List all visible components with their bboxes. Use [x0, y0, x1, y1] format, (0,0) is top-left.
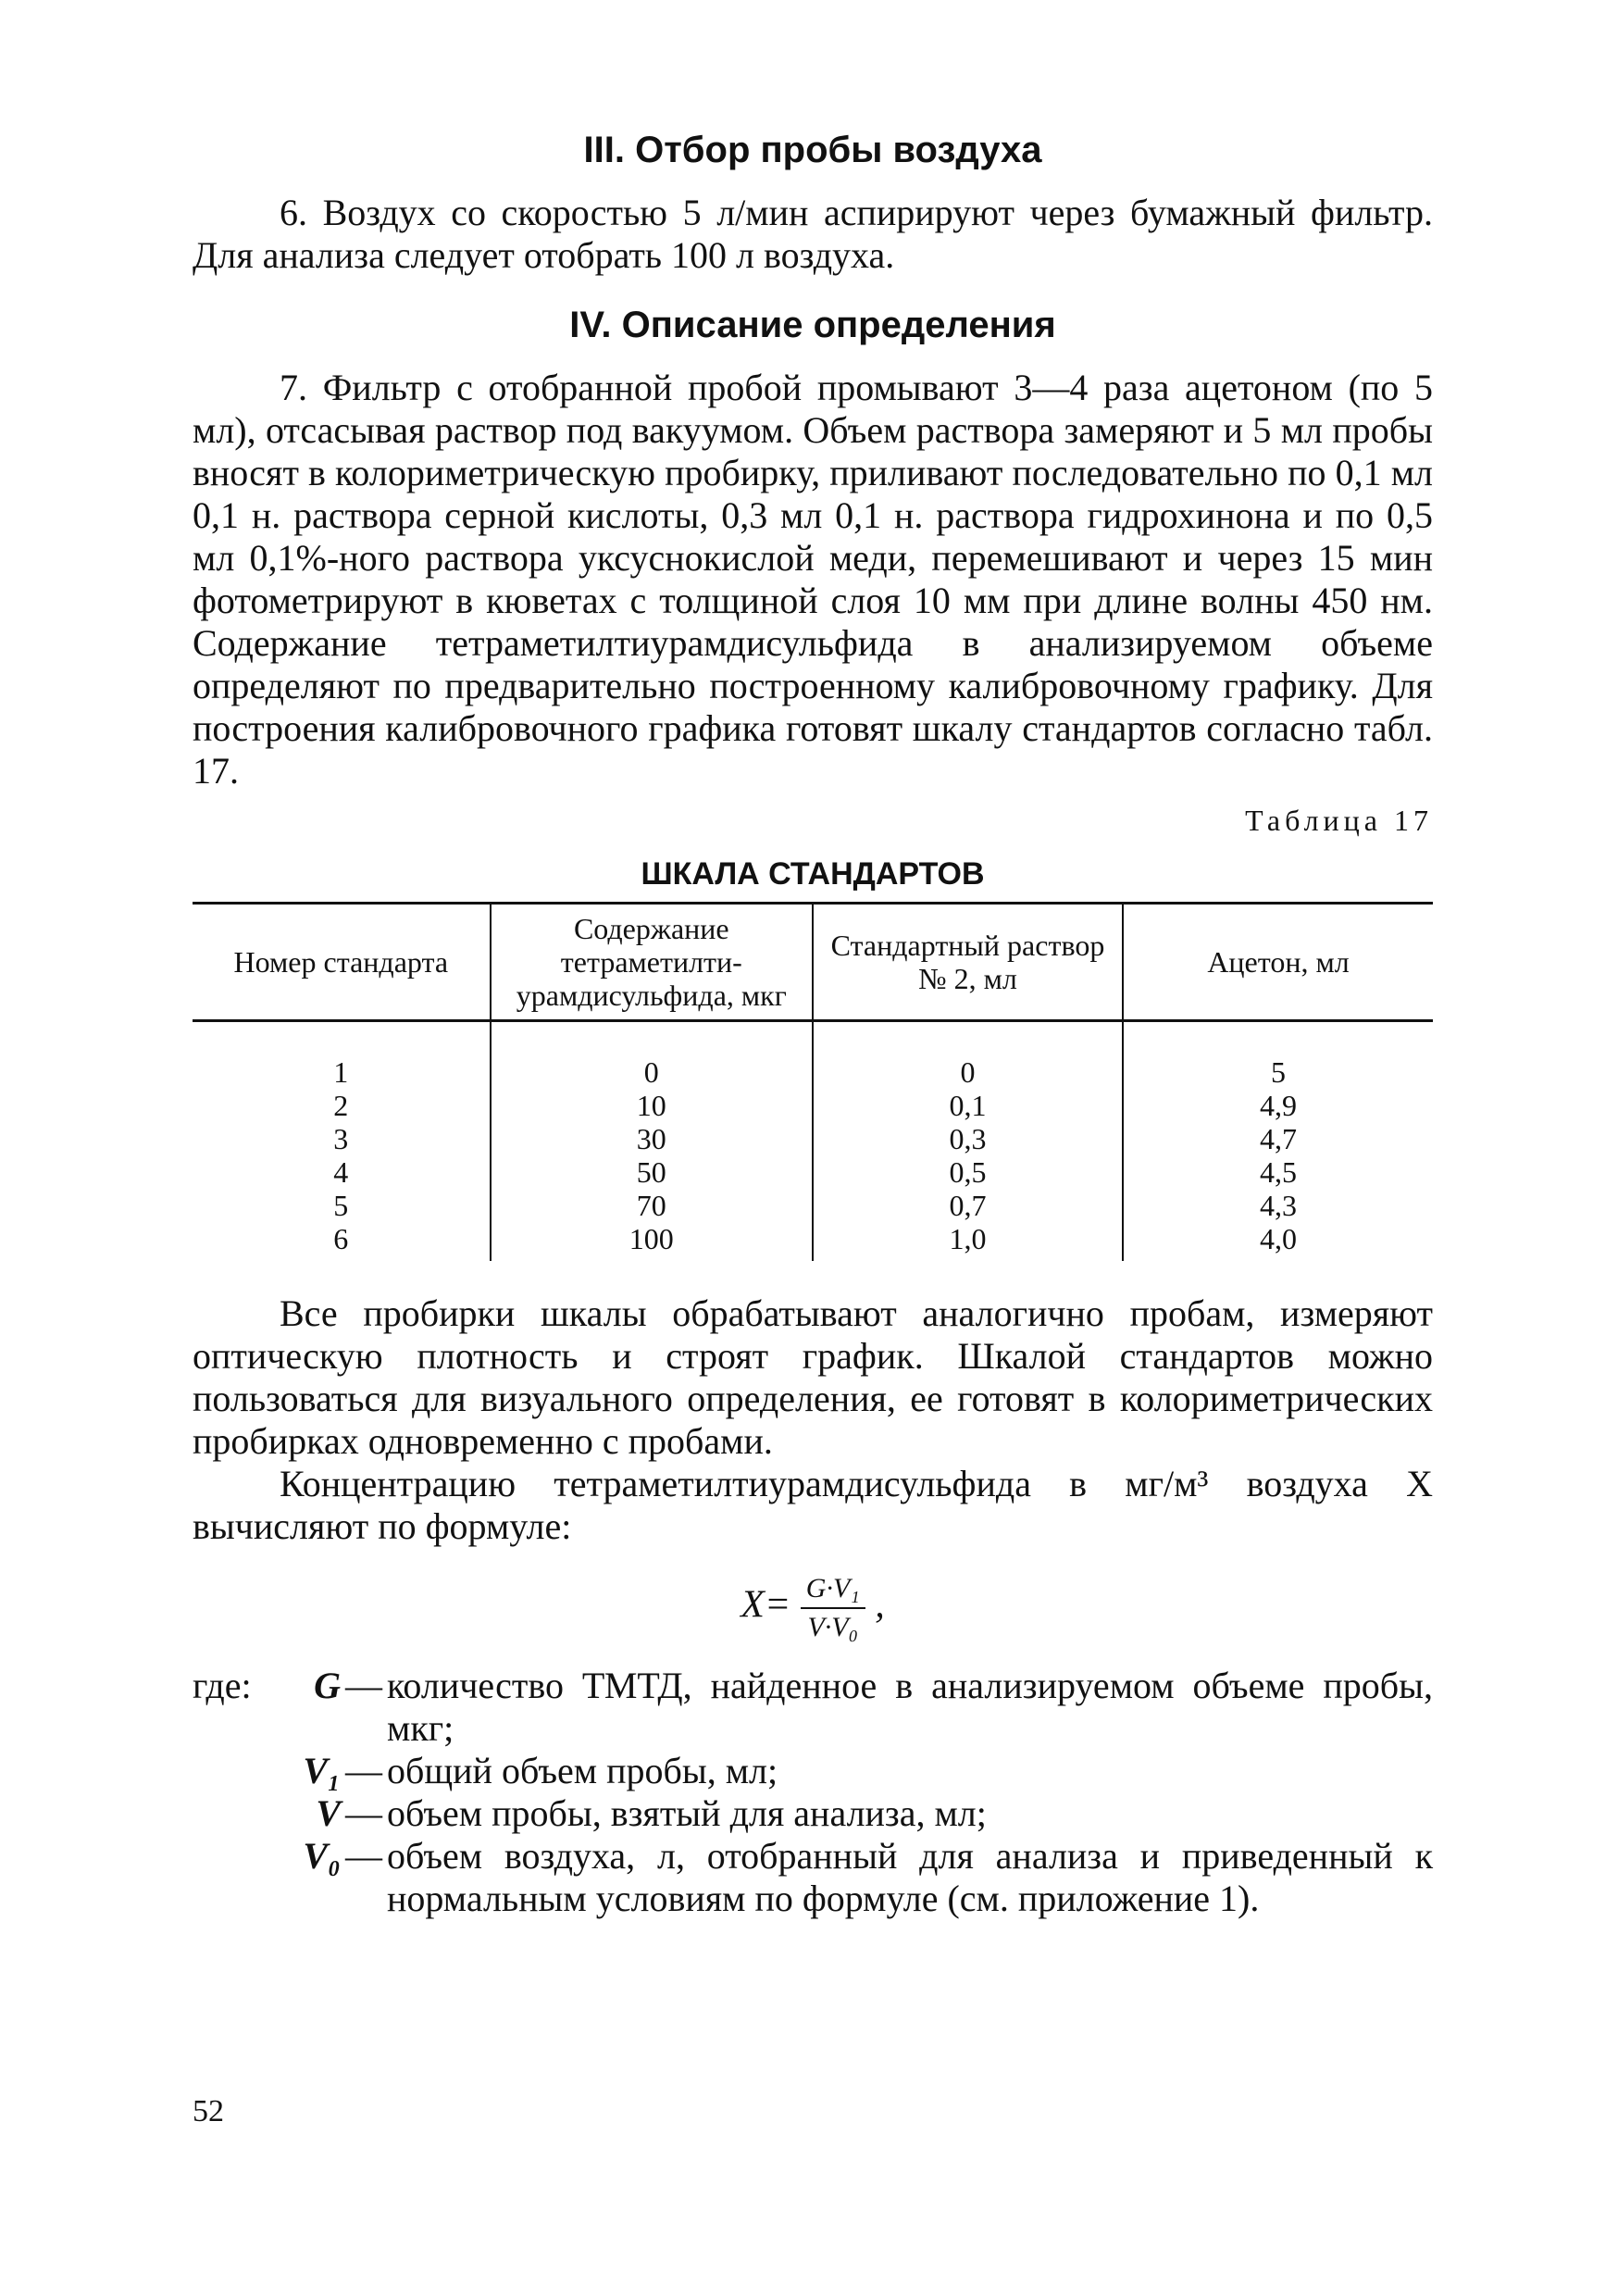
- legend-item: [193, 1792, 1433, 1835]
- legend-symbol: V: [316, 1792, 341, 1834]
- table-cell: 4,0: [1259, 1222, 1297, 1255]
- table-cell: 50: [636, 1155, 666, 1189]
- legend-text: объем пробы, взятый для анализа, мл;: [387, 1792, 987, 1834]
- table-cell: 5: [1270, 1055, 1286, 1089]
- table-cell: 0: [643, 1055, 659, 1089]
- table-cell: 0: [960, 1055, 976, 1089]
- legend-item: [193, 1835, 1433, 1920]
- legend-dash: —: [345, 1665, 382, 1706]
- formula-denominator: V·V₀: [807, 1612, 859, 1642]
- table-caption: Таблица 17: [1245, 804, 1433, 837]
- formula-legend: [193, 1665, 1433, 1920]
- paragraph-7: 7. Фильтр с отобранной пробой промывают 3—4 раза ацетоном (по 5 мл), отсасывая раствор под вакуумом. Объем раствора замеряют и 5 мл пробы вносят в колориметрическую пробирку, приливают последовательно по 0,1 мл 0,1 н. раствора серной кислоты, 0,3 мл 0,1 н. раствора гидрохинона и по 0,5 мл 0,1%-ного раствора уксуснокислой меди, перемешивают и через 15 мин фотометрируют в кюветах с толщиной слоя 10 мм при длине волны 450 нм. Содержание тетраметилтиурамдисульфида в анализируемом объеме определяют по предварительно построенному калибровочному графику. Для построения калибровочного графика готовят шкалу стандартов согласно табл. 17.: [193, 367, 1433, 792]
- table-cell: 1: [333, 1055, 349, 1089]
- document-page: [193, 111, 1433, 1920]
- table-cell: 4: [333, 1155, 349, 1189]
- column-acetone: [1123, 1021, 1433, 1262]
- section-heading-3: III. Отбор пробы воздуха: [583, 130, 1042, 170]
- paragraph-concentration: Концентрацию тетраметилтиурамдисульфида в мг/м³ воздуха X вычисляют по формуле:: [193, 1463, 1433, 1547]
- table-cell: 0,3: [949, 1122, 987, 1155]
- table-cell: 4,3: [1259, 1189, 1297, 1222]
- table-cell: 30: [636, 1122, 666, 1155]
- table-header-row: [193, 904, 1433, 1021]
- paragraph-after-table: Все пробирки шкалы обрабатывают аналогично пробам, измеряют оптическую плотность и строят график. Шкалой стандартов можно пользоваться для визуального определения, ее готовят в колориметрических пробирках одновременно с пробами.: [193, 1292, 1433, 1462]
- table-cell: 0,7: [949, 1189, 987, 1222]
- column-standard-number: [193, 1021, 491, 1262]
- table-cell: 0,1: [949, 1089, 987, 1122]
- legend-dash: —: [345, 1750, 382, 1791]
- table-cell: 5: [333, 1189, 349, 1222]
- table-cell: 4,9: [1259, 1089, 1297, 1122]
- table-cell: 10: [636, 1089, 666, 1122]
- legend-lead: где:: [193, 1665, 252, 1706]
- table-cell: 1,0: [949, 1222, 987, 1255]
- section-heading-4: IV. Описание определения: [569, 305, 1056, 345]
- standards-table: [193, 902, 1433, 1261]
- formula-lhs: X=: [741, 1583, 791, 1627]
- formula-numerator: G·V₁: [801, 1570, 865, 1609]
- page-number: 52: [193, 2094, 224, 2128]
- legend-dash: —: [345, 1792, 382, 1834]
- table-body-row: [193, 1021, 1433, 1262]
- formula-tail: ,: [875, 1583, 885, 1627]
- legend-symbol: G: [314, 1665, 341, 1706]
- table-cell: 2: [333, 1089, 349, 1122]
- table-cell: 100: [629, 1222, 674, 1255]
- table-cell: 6: [333, 1222, 349, 1255]
- header-standard-number: Номер стандарта: [193, 904, 491, 1021]
- table-title: ШКАЛА СТАНДАРТОВ: [641, 856, 985, 892]
- table-cell: 3: [333, 1122, 349, 1155]
- legend-symbol: V₀: [303, 1835, 341, 1877]
- column-standard-solution: [813, 1021, 1123, 1262]
- table-cell: 4,5: [1259, 1155, 1297, 1189]
- legend-text: объем воздуха, л, отобранный для анализа и приведенный к нормальным условиям по формуле (см. приложение 1).: [387, 1835, 1433, 1919]
- table-cell: 4,7: [1259, 1122, 1297, 1155]
- header-acetone: Ацетон, мл: [1123, 904, 1433, 1021]
- paragraph-6: 6. Воздух со скоростью 5 л/мин аспирируют через бумажный фильтр. Для анализа следует отобрать 100 л воздуха.: [193, 192, 1433, 276]
- legend-symbol: V₁: [303, 1750, 341, 1791]
- column-content-mkg: [491, 1021, 813, 1262]
- legend-item: [193, 1665, 1433, 1750]
- legend-dash: —: [345, 1835, 382, 1877]
- formula: [193, 1570, 1433, 1646]
- legend-item: [193, 1750, 1433, 1792]
- header-content-mkg: Содержание тетраметилти-урамдисульфида, мкг: [491, 904, 813, 1021]
- table-cell: 70: [636, 1189, 666, 1222]
- legend-text: количество ТМТД, найденное в анализируемом объеме пробы, мкг;: [387, 1665, 1433, 1749]
- table-cell: 0,5: [949, 1155, 987, 1189]
- header-standard-solution: Стандартный раствор № 2, мл: [813, 904, 1123, 1021]
- legend-text: общий объем пробы, мл;: [387, 1750, 778, 1791]
- formula-fraction: [801, 1570, 865, 1646]
